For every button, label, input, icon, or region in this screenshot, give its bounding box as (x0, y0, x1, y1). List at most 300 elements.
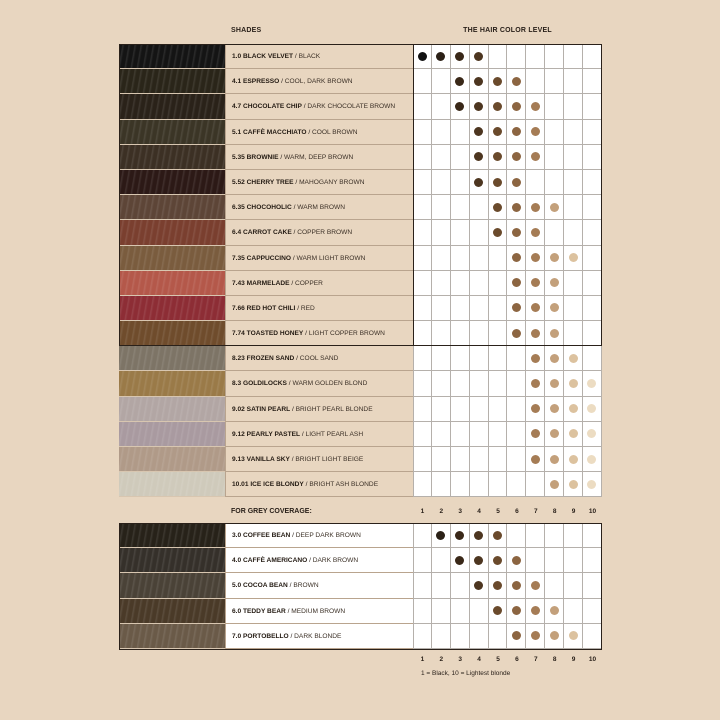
shade-description: WARM BROWN (297, 204, 345, 212)
level-cell (583, 624, 602, 649)
hair-swatch-image (119, 321, 225, 346)
level-cell (432, 94, 451, 119)
hair-swatch-image (119, 220, 225, 245)
level-cell (489, 296, 508, 321)
level-tick-label: 1 (420, 508, 425, 515)
label-separator: / (300, 430, 306, 438)
level-dot-icon (531, 303, 540, 312)
level-dot-icon (512, 581, 521, 590)
level-dot-icon (550, 278, 559, 287)
level-cell (470, 371, 489, 396)
shade-description: DARK BLONDE (294, 632, 342, 640)
level-cell (489, 346, 508, 371)
level-cell (413, 573, 432, 598)
level-dot-icon (418, 52, 427, 61)
level-cell (470, 94, 489, 119)
hair-swatch-image (119, 599, 225, 624)
level-cell (489, 397, 508, 422)
level-cell (489, 371, 508, 396)
level-cell (583, 346, 602, 371)
level-dot-icon (493, 606, 502, 615)
level-cell (507, 523, 526, 548)
shade-code: 6.35 CHOCOHOLIC (232, 204, 292, 212)
level-cell (583, 195, 602, 220)
level-dot-icon (512, 303, 521, 312)
level-grid (413, 447, 602, 472)
level-cell (413, 397, 432, 422)
level-cell (583, 246, 602, 271)
level-cell (432, 548, 451, 573)
level-cell (564, 271, 583, 296)
level-cell (470, 271, 489, 296)
level-dot-icon (512, 631, 521, 640)
level-cell (507, 599, 526, 624)
level-cell (526, 94, 545, 119)
shade-label (225, 69, 413, 94)
level-dot-icon (531, 631, 540, 640)
label-separator: / (295, 304, 301, 312)
level-dot-icon (474, 102, 483, 111)
level-dot-icon (550, 455, 559, 464)
shade-label (225, 346, 413, 371)
shade-label (225, 447, 413, 472)
level-cell (489, 220, 508, 245)
level-dot-icon (493, 152, 502, 161)
level-dot-icon (512, 77, 521, 86)
label-separator: / (289, 456, 296, 463)
level-cell (470, 422, 489, 447)
shade-label (225, 573, 413, 598)
level-cell (545, 573, 564, 598)
shade-code: 5.35 BROWNIE (232, 153, 279, 161)
hair-swatch-image (119, 548, 225, 573)
level-dot-icon (493, 556, 502, 565)
level-cell (489, 422, 508, 447)
shade-description: LIGHT PEARL ASH (305, 430, 364, 438)
level-cell (564, 346, 583, 371)
shade-label (225, 523, 413, 548)
shade-row (119, 271, 602, 296)
label-separator: / (306, 128, 312, 136)
level-cell (432, 523, 451, 548)
level-cell (451, 94, 470, 119)
level-dot-icon (512, 203, 521, 212)
level-cell (413, 271, 432, 296)
level-dot-icon (512, 228, 521, 237)
level-grid (413, 624, 602, 649)
shade-row (119, 296, 602, 321)
level-dot-icon (474, 581, 483, 590)
level-cell (583, 447, 602, 472)
level-cell (413, 472, 432, 497)
level-cell (489, 523, 508, 548)
shade-row (119, 170, 602, 195)
level-dot-icon (436, 531, 445, 540)
shade-description: COOL, DARK BROWN (284, 78, 353, 86)
shade-code: 9.02 SATIN PEARL (232, 405, 291, 413)
level-cell (413, 69, 432, 94)
label-separator: / (288, 632, 295, 640)
label-separator: / (285, 607, 292, 615)
level-cell (526, 447, 545, 472)
level-cell (526, 346, 545, 371)
level-cell (583, 321, 602, 346)
level-cell (526, 195, 545, 220)
label-separator: / (293, 53, 299, 60)
level-cell (507, 422, 526, 447)
shade-label (225, 296, 413, 321)
level-cell (545, 94, 564, 119)
label-separator: / (279, 78, 285, 86)
level-cell (564, 397, 583, 422)
level-dot-icon (531, 228, 540, 237)
level-cell (564, 573, 583, 598)
level-cell (432, 296, 451, 321)
hair-swatch-image (119, 346, 225, 371)
level-cell (432, 69, 451, 94)
level-cell (545, 246, 564, 271)
level-cell (413, 220, 432, 245)
level-dot-icon (493, 203, 502, 212)
level-cell (451, 472, 470, 497)
level-tick-label: 8 (552, 508, 557, 515)
shade-code: 10.01 ICE ICE BLONDY (232, 481, 304, 489)
level-cell (507, 69, 526, 94)
level-cell (432, 44, 451, 69)
level-dot-icon (569, 429, 578, 438)
level-cell (470, 624, 489, 649)
level-dot-icon (550, 429, 559, 438)
level-cell (413, 170, 432, 195)
level-dot-icon (455, 77, 464, 86)
level-cell (470, 321, 489, 346)
level-cell (545, 120, 564, 145)
level-tick-label: 6 (515, 508, 519, 515)
level-cell (507, 472, 526, 497)
level-dot-icon (493, 531, 502, 540)
shade-description: DEEP DARK BROWN (295, 532, 361, 539)
level-tick-label: 1 (420, 656, 425, 663)
level-cell (451, 573, 470, 598)
level-axis-ticks (413, 508, 602, 515)
level-cell (545, 472, 564, 497)
label-separator: / (294, 355, 300, 363)
level-grid (413, 271, 602, 296)
level-dot-icon (531, 278, 540, 287)
level-cell (526, 120, 545, 145)
shade-description: WARM LIGHT BROWN (296, 254, 366, 262)
level-cell (507, 44, 526, 69)
label-separator: / (303, 330, 309, 338)
level-cell (432, 447, 451, 472)
level-cell (451, 246, 470, 271)
level-dot-icon (550, 404, 559, 413)
level-cell (470, 145, 489, 170)
label-separator: / (291, 204, 298, 212)
shade-row (119, 447, 602, 472)
level-dot-icon (493, 581, 502, 590)
level-cell (432, 145, 451, 170)
level-dot-icon (569, 354, 578, 363)
level-cell (451, 321, 470, 346)
hair-swatch-image (119, 195, 225, 220)
level-cell (451, 548, 470, 573)
label-separator: / (291, 229, 298, 237)
level-cell (583, 145, 602, 170)
level-cell (507, 120, 526, 145)
level-cell (413, 94, 432, 119)
level-cell (432, 321, 451, 346)
shade-description: BRIGHT PEARL BLONDE (295, 405, 373, 413)
grey-coverage-table (119, 523, 602, 649)
hair-swatch-image (119, 271, 225, 296)
shade-row (119, 44, 602, 69)
label-separator: / (278, 153, 285, 161)
level-dot-icon (531, 354, 540, 363)
label-separator: / (301, 103, 308, 111)
shade-row (119, 69, 602, 94)
level-dot-icon (531, 429, 540, 438)
level-cell (432, 271, 451, 296)
level-dot-icon (587, 379, 596, 388)
level-cell (451, 422, 470, 447)
level-grid (413, 397, 602, 422)
shade-code: 5.0 COCOA BEAN (232, 582, 288, 590)
level-cell (526, 599, 545, 624)
level-cell (526, 523, 545, 548)
shade-description: LIGHT COPPER BROWN (308, 330, 385, 338)
level-cell (545, 422, 564, 447)
hair-swatch-image (119, 170, 225, 195)
shade-label (225, 145, 413, 170)
level-cell (489, 44, 508, 69)
level-cell (413, 447, 432, 472)
level-cell (583, 371, 602, 396)
level-dot-icon (531, 102, 540, 111)
shade-row (119, 220, 602, 245)
level-grid (413, 523, 602, 548)
level-cell (545, 548, 564, 573)
shade-description: DARK CHOCOLATE BROWN (307, 103, 396, 111)
level-grid (413, 346, 602, 371)
level-cell (583, 44, 602, 69)
level-cell (432, 220, 451, 245)
level-cell (489, 472, 508, 497)
level-cell (451, 120, 470, 145)
level-cell (451, 44, 470, 69)
level-cell (526, 397, 545, 422)
level-cell (451, 397, 470, 422)
level-cell (564, 195, 583, 220)
level-cell (526, 296, 545, 321)
hair-swatch-image (119, 246, 225, 271)
level-cell (583, 170, 602, 195)
level-tick-label: 5 (496, 508, 500, 515)
level-cell (451, 371, 470, 396)
level-dot-icon (474, 556, 483, 565)
level-cell (451, 170, 470, 195)
label-separator: / (286, 380, 293, 388)
level-grid (413, 296, 602, 321)
level-grid (413, 120, 602, 145)
shade-row (119, 523, 602, 548)
shade-row (119, 195, 602, 220)
level-cell (489, 195, 508, 220)
shade-code: 5.1 CAFFÈ MACCHIATO (232, 128, 307, 136)
level-tick-label: 6 (515, 656, 519, 663)
hair-swatch-image (119, 120, 225, 145)
level-cell (470, 548, 489, 573)
shades-header: SHADES (231, 27, 262, 34)
shades-table (119, 44, 602, 497)
level-cell (470, 296, 489, 321)
shade-description: RED (300, 304, 315, 312)
shade-description: WARM GOLDEN BLOND (292, 380, 368, 388)
level-cell (451, 145, 470, 170)
level-grid (413, 422, 602, 447)
label-separator: / (293, 178, 300, 186)
level-cell (413, 599, 432, 624)
shade-row (119, 371, 602, 396)
level-cell (507, 397, 526, 422)
level-cell (432, 599, 451, 624)
level-cell (526, 145, 545, 170)
level-cell (470, 599, 489, 624)
shade-code: 6.0 TEDDY BEAR (232, 607, 286, 615)
level-cell (413, 523, 432, 548)
level-cell (432, 371, 451, 396)
level-cell (583, 397, 602, 422)
hair-swatch-image (119, 69, 225, 94)
level-dot-icon (531, 404, 540, 413)
level-cell (526, 422, 545, 447)
level-cell (507, 573, 526, 598)
level-dot-icon (531, 581, 540, 590)
level-cell (583, 548, 602, 573)
level-cell (526, 371, 545, 396)
level-dot-icon (455, 102, 464, 111)
hair-swatch-image (119, 397, 225, 422)
level-dot-icon (531, 203, 540, 212)
level-cell (451, 447, 470, 472)
hair-swatch-image (119, 472, 225, 497)
level-cell (526, 44, 545, 69)
level-cell (489, 599, 508, 624)
level-cell (564, 69, 583, 94)
level-cell (470, 397, 489, 422)
level-tick-label: 3 (458, 656, 463, 663)
shade-description: COPPER (295, 279, 323, 287)
level-cell (583, 120, 602, 145)
level-cell (564, 296, 583, 321)
level-cell (470, 170, 489, 195)
level-cell (489, 321, 508, 346)
level-tick-label: 7 (533, 508, 538, 515)
level-cell (489, 170, 508, 195)
level-dot-icon (512, 606, 521, 615)
level-cell (583, 523, 602, 548)
level-cell (564, 371, 583, 396)
level-cell (545, 371, 564, 396)
shade-code: 7.0 PORTOBELLO (232, 632, 289, 640)
shade-row (119, 94, 602, 119)
level-dot-icon (569, 253, 578, 262)
level-dot-icon (474, 531, 483, 540)
level-dot-icon (550, 303, 559, 312)
level-dot-icon (531, 329, 540, 338)
shade-row (119, 599, 602, 624)
shade-row (119, 573, 602, 598)
level-dot-icon (569, 455, 578, 464)
level-grid (413, 321, 602, 346)
level-cell (470, 447, 489, 472)
level-dot-icon (493, 77, 502, 86)
level-cell (413, 346, 432, 371)
level-cell (451, 599, 470, 624)
level-dot-icon (512, 253, 521, 262)
level-cell (526, 321, 545, 346)
level-tick-label: 10 (588, 508, 597, 515)
shade-code: 1.0 BLACK VELVET (232, 53, 294, 60)
level-grid (413, 220, 602, 245)
level-dot-icon (512, 329, 521, 338)
level-cell (564, 220, 583, 245)
level-cell (545, 69, 564, 94)
level-dot-icon (550, 631, 559, 640)
level-dot-icon (474, 152, 483, 161)
level-cell (507, 371, 526, 396)
level-cell (413, 246, 432, 271)
shade-label (225, 170, 413, 195)
level-cell (470, 472, 489, 497)
level-cell (564, 145, 583, 170)
level-dot-icon (512, 278, 521, 287)
level-cell (413, 195, 432, 220)
level-cell (413, 548, 432, 573)
level-dot-icon (550, 203, 559, 212)
level-cell (564, 422, 583, 447)
level-dot-icon (512, 127, 521, 136)
level-cell (413, 296, 432, 321)
level-cell (507, 246, 526, 271)
level-cell (470, 44, 489, 69)
shade-description: BROWN (293, 582, 319, 590)
level-grid (413, 573, 602, 598)
level-cell (545, 296, 564, 321)
level-dot-icon (550, 379, 559, 388)
level-cell (470, 573, 489, 598)
level-cell (432, 170, 451, 195)
level-cell (564, 321, 583, 346)
shade-code: 7.35 CAPPUCCINO (232, 254, 291, 262)
level-cell (470, 246, 489, 271)
level-dot-icon (550, 480, 559, 489)
level-cell (583, 69, 602, 94)
shade-code: 7.66 RED HOT CHILI (232, 304, 296, 312)
shade-row (119, 120, 602, 145)
level-cell (432, 397, 451, 422)
level-cell (564, 548, 583, 573)
level-cell (470, 523, 489, 548)
shade-label (225, 94, 413, 119)
level-cell (545, 523, 564, 548)
shade-row (119, 145, 602, 170)
level-cell (507, 624, 526, 649)
level-cell (507, 321, 526, 346)
level-cell (451, 69, 470, 94)
shade-label (225, 321, 413, 346)
level-cell (545, 271, 564, 296)
